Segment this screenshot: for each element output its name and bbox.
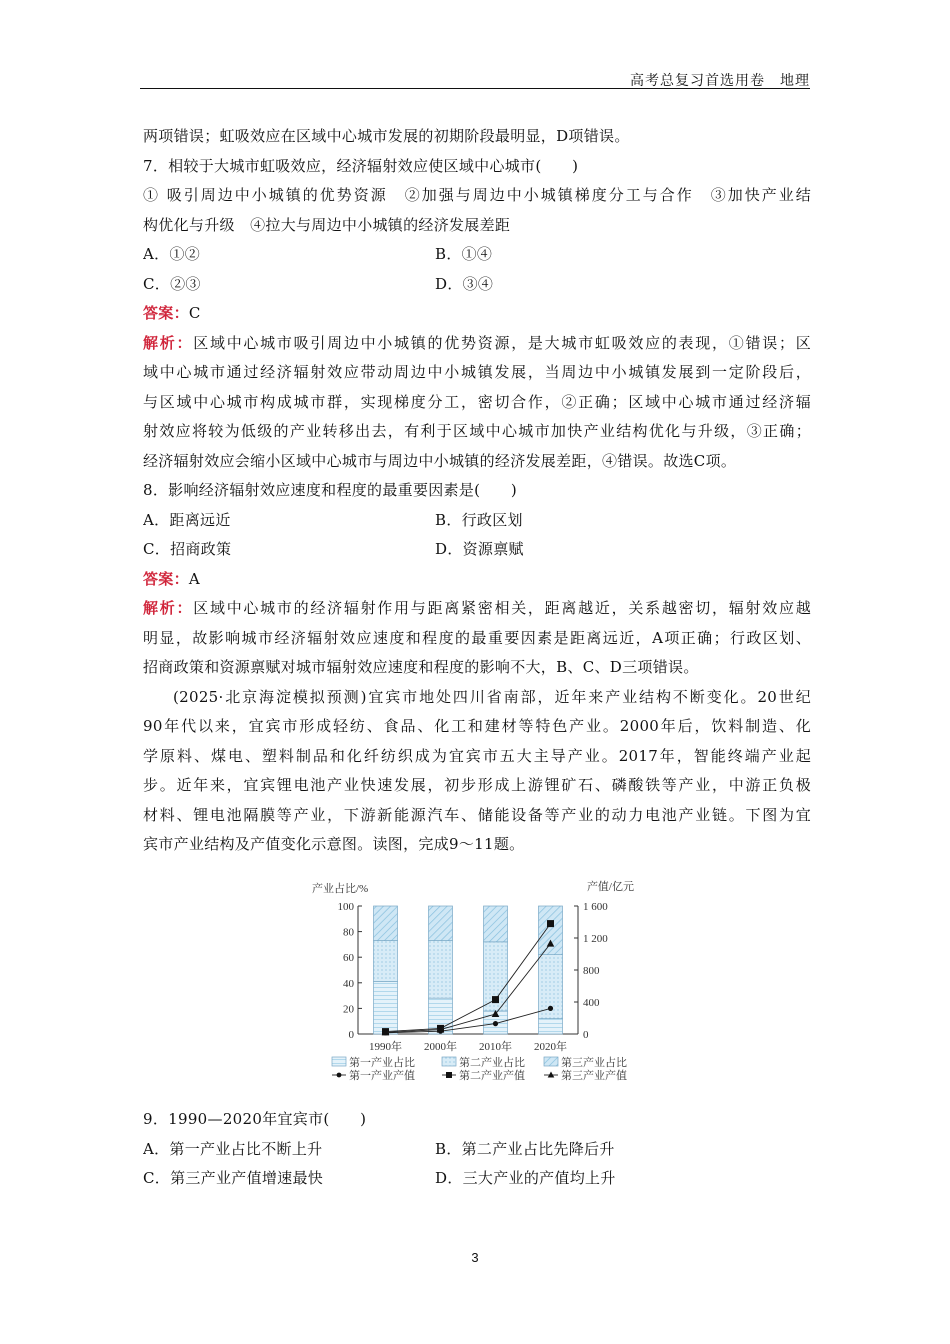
q9-option-b: B．第二产业占比先降后升 xyxy=(435,1139,615,1158)
q8-answer xyxy=(143,565,811,595)
chart-legend xyxy=(332,1055,627,1082)
q7-option-d: D．③④ xyxy=(435,274,494,293)
left-tick-label: 0 xyxy=(348,1029,354,1041)
legend-swatch xyxy=(544,1057,558,1066)
series-line xyxy=(386,944,551,1033)
passage-line: (2025·北京海淀模拟预测)宜宾市地处四川省南部，近年来产业结构不断变化。20世纪 xyxy=(173,687,811,706)
bar-segment xyxy=(429,941,453,999)
passage-line: 步。近年来，宜宾锂电池产业快速发展，初步形成上游锂矿石、磷酸铁等产业，中游正负极 xyxy=(143,776,811,794)
q7-items-line: 构优化与升级 ④拉大与周边中小城镇的经济发展差距 xyxy=(143,215,511,234)
q8-option-d: D．资源禀赋 xyxy=(435,540,524,558)
q9-option-a: A．第一产业占比不断上升 xyxy=(143,1139,323,1158)
q8-stem: 8．影响经济辐射效应速度和程度的最重要因素是( ) xyxy=(143,481,518,499)
right-tick-label: 1 600 xyxy=(583,901,608,913)
answer-value: A xyxy=(188,569,201,588)
data-point xyxy=(547,920,554,927)
q7-analysis-line: 与区域中心城市构成城市群，实现梯度分工，密切合作，②正确；区域中心城市通过经济辐 xyxy=(143,392,811,411)
passage-line: 学原料、煤电、塑料制品和化纤纺织成为宜宾市五大主导产业。2017年，智能终端产业起 xyxy=(143,746,811,765)
analysis-label: 解析： xyxy=(143,333,194,352)
bar-segment xyxy=(539,1019,563,1034)
data-point xyxy=(493,1021,498,1026)
left-tick-label: 80 xyxy=(343,926,354,939)
legend-marker xyxy=(337,1073,342,1078)
left-axis-label: 产业占比/% xyxy=(312,883,369,895)
chart-svg xyxy=(300,876,650,1091)
x-tick-label: 1990年 xyxy=(369,1041,402,1053)
chart-bars xyxy=(374,906,563,1034)
q8-analysis-line: 招商政策和资源禀赋对城市辐射效应速度和程度的影响不大，B、C、D三项错误。 xyxy=(143,658,699,676)
q8-option-b: B．行政区划 xyxy=(435,510,523,529)
analysis-label: 解析： xyxy=(143,599,194,617)
q7-items-line: ① 吸引周边中小城镇的优势资源 ②加强与周边中小城镇梯度分工与合作 ③加快产业结 xyxy=(143,186,811,204)
bar-segment xyxy=(484,906,508,942)
analysis-text: 区域中心城市吸引周边中小城镇的优势资源，是大城市虹吸效应的表现，①错误；区 xyxy=(193,333,811,352)
analysis-text: 区域中心城市的经济辐射作用与距离紧密相关，距离越近，关系越密切，辐射效应越 xyxy=(193,599,811,617)
bar-segment xyxy=(374,982,398,1034)
q9-options-row xyxy=(143,1164,811,1194)
legend-swatch xyxy=(442,1057,456,1066)
left-tick-label: 100 xyxy=(337,901,354,913)
page-number: 3 xyxy=(471,1250,479,1265)
bar-segment xyxy=(539,906,563,955)
q7-option-c: C．②③ xyxy=(143,274,201,293)
right-tick-label: 400 xyxy=(583,997,600,1009)
left-tick-label: 60 xyxy=(343,952,354,965)
left-tick-label: 20 xyxy=(343,1003,354,1016)
passage-line: 宾市产业结构及产值变化示意图。读图，完成9～11题。 xyxy=(143,835,525,853)
right-tick-label: 800 xyxy=(583,965,600,977)
right-tick-label: 1 200 xyxy=(583,933,608,945)
right-tick-label: 0 xyxy=(583,1029,589,1041)
right-axis-label: 产值/亿元 xyxy=(586,881,634,893)
answer-label: 答案： xyxy=(143,304,189,322)
q7-analysis-line: 域中心城市通过经济辐射效应带动周边中小城镇发展，当周边中小城镇发展到一定阶段后， xyxy=(143,363,811,381)
data-point xyxy=(492,996,499,1003)
legend-label: 第二产业占比 xyxy=(459,1057,525,1069)
q7-options-row xyxy=(143,270,811,300)
q7-options-row xyxy=(143,240,811,270)
q8-option-a: A．距离远近 xyxy=(143,510,231,529)
bar-segment xyxy=(429,906,453,941)
legend-marker xyxy=(548,1072,555,1078)
question-9 xyxy=(143,1105,811,1194)
passage-line: 材料、锂电池隔膜等产业，下游新能源汽车、储能设备等产业的动力电池产业链。下图为宜 xyxy=(143,805,811,824)
bar-segment xyxy=(374,941,398,982)
q9-option-c: C．第三产业产值增速最快 xyxy=(143,1169,324,1187)
x-tick-label: 2010年 xyxy=(479,1041,512,1053)
q9-options-row xyxy=(143,1135,811,1165)
legend-label: 第三产业占比 xyxy=(561,1057,627,1069)
legend-label: 第三产业产值 xyxy=(561,1070,627,1082)
q8-options-row xyxy=(143,506,811,536)
q9-option-d: D．三大产业的产值均上升 xyxy=(435,1169,616,1187)
header-rule xyxy=(140,88,810,89)
q8-option-c: C．招商政策 xyxy=(143,540,232,558)
answer-label: 答案： xyxy=(143,569,189,588)
x-tick-label: 2020年 xyxy=(534,1041,567,1053)
q7-stem: 7．相较于大城市虹吸效应，经济辐射效应使区域中心城市( ) xyxy=(143,156,579,175)
q8-analysis-line xyxy=(143,594,811,624)
legend-label: 第一产业产值 xyxy=(349,1070,415,1082)
main-content xyxy=(143,122,811,860)
header-title: 高考总复习首选用卷 地理 xyxy=(630,73,810,89)
x-tick-label: 2000年 xyxy=(424,1041,457,1053)
left-tick-label: 40 xyxy=(343,977,354,990)
answer-value: C xyxy=(188,304,201,322)
industry-chart xyxy=(300,876,650,1091)
q8-options-row xyxy=(143,535,811,565)
legend-label: 第二产业产值 xyxy=(459,1070,525,1082)
legend-label: 第一产业占比 xyxy=(349,1057,415,1069)
q7-option-b: B．①④ xyxy=(435,245,493,263)
bar-segment xyxy=(374,906,398,941)
q7-option-a: A．①② xyxy=(143,245,201,263)
passage-line: 90年代以来，宜宾市形成轻纺、食品、化工和建材等特色产业。2000年后，饮料制造、化 xyxy=(143,717,811,735)
q9-stem: 9．1990—2020年宜宾市( ) xyxy=(143,1110,367,1128)
legend-marker xyxy=(446,1072,452,1078)
text-line: 两项错误；虹吸效应在区域中心城市发展的初期阶段最明显，D项错误。 xyxy=(143,127,630,145)
data-point xyxy=(548,1006,553,1011)
q7-answer xyxy=(143,299,811,329)
q7-analysis-line xyxy=(143,329,811,359)
series-line xyxy=(386,1008,551,1032)
legend-swatch xyxy=(332,1057,346,1066)
q8-analysis-line: 明显，故影响城市经济辐射效应速度和程度的最重要因素是距离远近，A项正确；行政区划、 xyxy=(143,628,811,647)
q7-analysis-line: 经济辐射效应会缩小区域中心城市与周边中小城镇的经济发展差距，④错误。故选C项。 xyxy=(143,451,737,470)
chart-lines xyxy=(382,920,555,1035)
q7-analysis-line: 射效应将较为低级的产业转移出去，有利于区域中心城市加快产业结构优化与升级，③正确； xyxy=(143,422,811,440)
